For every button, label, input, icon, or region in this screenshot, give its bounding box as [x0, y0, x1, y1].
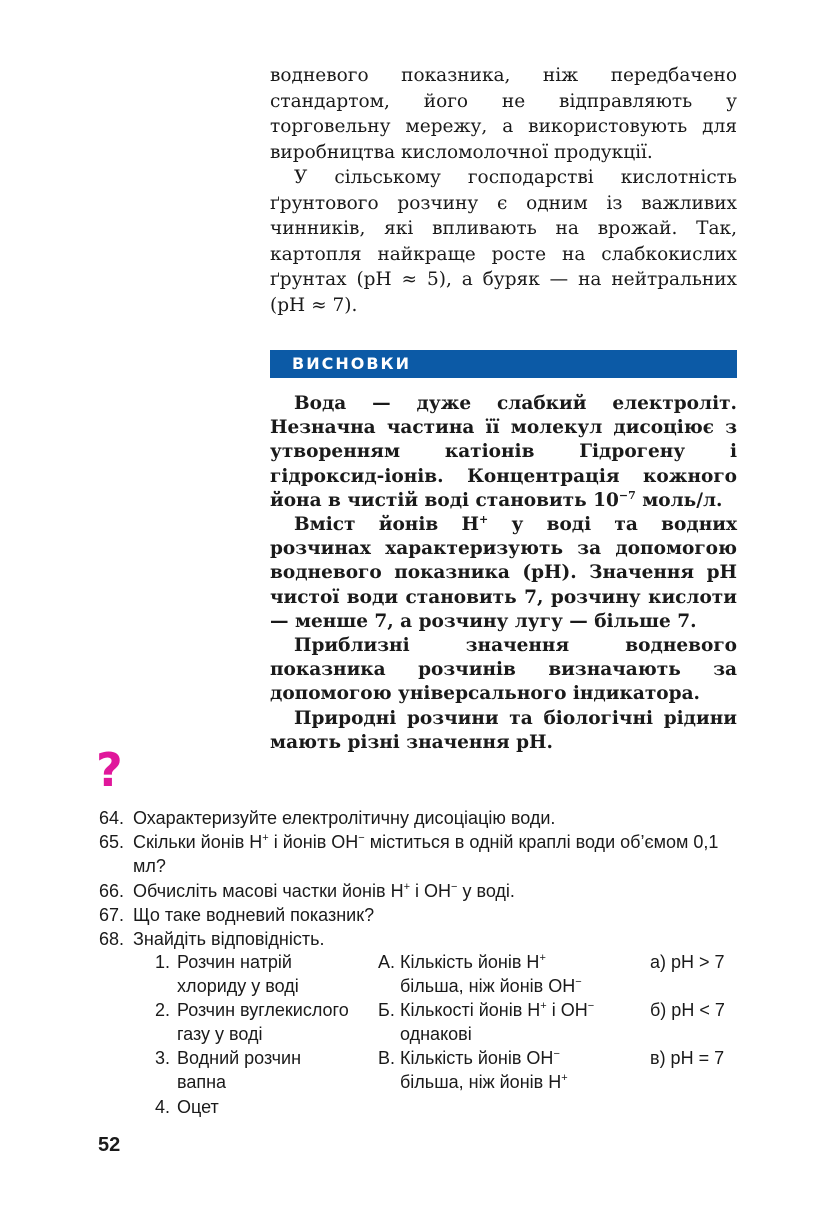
conclusion-paragraph-2: Вміст йонів H+ у воді та водних розчинах характеризують за допомогою водневого показника (pH). Значення pH чистої води становить 7, розчину кислоти — менше 7, а розчину лугу — більше 7. [270, 512, 737, 632]
question-mark-icon: ? [96, 743, 123, 797]
conclusion-paragraph-3: Приблизні значення водневого показника розчинів визначають за допомогою універсального індикатора. [270, 635, 737, 705]
match-left-item-1: 1. Розчин натрій хлориду у воді [155, 952, 299, 997]
intro-text [270, 63, 737, 318]
match-middle-item-a: А. Кількість йонів H+ більша, ніж йонів OH− [378, 952, 582, 997]
match-left-item-3: 3. Водний розчин вапна [155, 1048, 302, 1093]
conclusions-text [270, 392, 737, 755]
match-middle-item-c: В. Кількість йонів OH− більша, ніж йонів H+ [378, 1048, 568, 1093]
intro-paragraph-2: У сільському господарстві кислотність ґрунтового розчину є одним із важливих чинників, які впливають на врожай. Так, картопля найкраще росте на слабкокислих ґрунтах (pH ≈ 5), а буряк — на нейтральних (pH ≈ 7). [270, 167, 737, 316]
match-right-item-a: а) pH > 7 [650, 952, 725, 972]
match-left-item-4: 4. Оцет [155, 1097, 219, 1117]
conclusion-paragraph-4: Природні розчини та біологічні рідини мають різні значення pH. [270, 707, 737, 753]
question-68: 68. Знайдіть відповідність. [99, 929, 325, 950]
match-middle-item-b: Б. Кількості йонів H+ і OH− однакові [378, 1000, 595, 1045]
conclusion-paragraph-1: Вода — дуже слабкий електроліт. Незначна частина її молекул дисоціює з утворенням катіонів Гідрогену і гідроксид-іонів. Концентрація кожного йона в чистій воді становить $10^{-7}$ моль/л. [270, 393, 737, 511]
question-64: 64. Охарактеризуйте електролітичну дисоціацію води. [99, 808, 556, 828]
conclusions-heading: ВИСНОВКИ [270, 350, 737, 378]
question-67: 67. Що таке водневий показник? [99, 904, 375, 925]
match-right-item-c: в) pH = 7 [650, 1048, 725, 1068]
question-list [99, 806, 749, 951]
question-66: 66. Обчисліть масові частки йонів H+ і OH− у воді. [99, 880, 515, 901]
match-right-item-b: б) pH < 7 [650, 1000, 725, 1020]
page-number: 52 [98, 1134, 121, 1156]
intro-paragraph-1: водневого показника, ніж передбачено стандартом, його не відправляють у торговельну мережу, а використовують для виробництва кисломолочної продукції. [270, 65, 737, 163]
match-left-item-2: 2. Розчин вуглекислого газу у воді [155, 1000, 349, 1045]
question-65: 65. Скільки йонів H+ і йонів OH− міститься в одній краплі води об’ємом 0,1 мл? [99, 832, 719, 877]
